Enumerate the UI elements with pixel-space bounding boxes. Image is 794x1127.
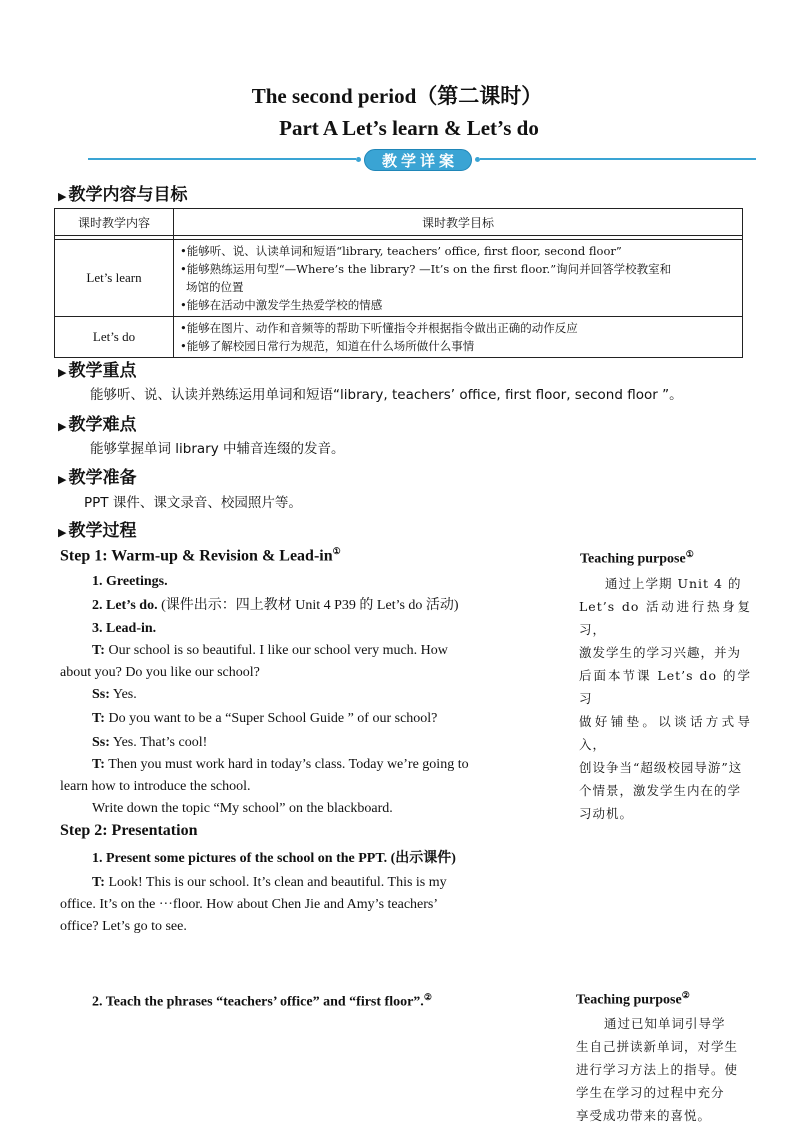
purpose-line: 习动机。	[579, 806, 634, 821]
speaker-label: Ss:	[92, 735, 110, 750]
purpose-line: 学生在学习的过程中充分	[576, 1085, 725, 1100]
footnote-mark: ①	[332, 546, 341, 556]
speaker-label: T:	[92, 875, 105, 890]
purpose-line: 享受成功带来的喜悦。	[576, 1108, 712, 1123]
goal-item: •能够了解校园日常行为规范，知道在什么场所做什么事情	[180, 339, 475, 353]
teaching-purpose-text	[579, 572, 751, 825]
speaker-label: T:	[92, 643, 105, 658]
step1-lead-in: 3. Lead-in.	[92, 621, 157, 636]
section-heading-text: 教学过程	[68, 521, 137, 541]
purpose-line: 激发学生的学习兴趣，并为	[579, 645, 742, 660]
goal-item: •能够在活动中激发学生热爱学校的情感	[180, 298, 383, 312]
triangle-bullet-icon: ▶	[58, 366, 67, 379]
dialogue-text: Our school is so beautiful. I like our school very much. How	[104, 643, 448, 658]
banner-char: 详	[420, 151, 436, 170]
dialogue-line	[60, 684, 528, 706]
section-heading-difficulties	[58, 410, 136, 435]
step2-teach-phrases	[92, 986, 432, 1014]
teaching-purpose-heading-text: Teaching purpose	[576, 992, 682, 1008]
dialogue-text: Yes.	[109, 687, 137, 702]
table-header-content: 课时教学内容	[55, 209, 174, 236]
dialogue-text: Yes. That’s cool!	[109, 735, 208, 750]
difficulties-text: 能够掌握单词 library 中辅音连缀的发音。	[90, 441, 345, 457]
triangle-bullet-icon: ▶	[58, 473, 67, 486]
step2-title: Step 2: Presentation	[60, 822, 198, 839]
banner-char: 案	[439, 151, 455, 170]
section-banner	[356, 148, 480, 172]
step1-body	[60, 571, 528, 820]
banner-char: 学	[400, 151, 416, 170]
banner-dot-right	[475, 157, 480, 162]
dialogue-line: office. It’s on the ···floor. How about Chen Jie and Amy’s teachers’	[60, 897, 439, 912]
goal-item: 场馆的位置	[186, 280, 244, 294]
section-heading-content-goals	[58, 180, 187, 205]
teaching-purpose-heading	[580, 549, 694, 568]
dialogue-text: Do you want to be a “Super School Guide ” of our school?	[104, 711, 438, 726]
row-label: Let’s learn	[55, 240, 174, 317]
triangle-bullet-icon: ▶	[58, 526, 67, 539]
purpose-line: 创设争当“超级校园导游”这	[579, 760, 743, 775]
page-subtitle: Part A Let’s learn & Let’s do	[279, 116, 539, 140]
purpose-line: 通过上学期 Unit 4 的	[605, 576, 742, 591]
table-row	[55, 240, 743, 317]
step1-greetings: 1. Greetings.	[92, 574, 168, 589]
teaching-purpose-heading-text: Teaching purpose	[580, 551, 686, 567]
dialogue-line: about you? Do you like our school?	[60, 665, 260, 680]
banner-dot-left	[356, 157, 361, 162]
triangle-bullet-icon: ▶	[58, 190, 67, 203]
triangle-bullet-icon: ▶	[58, 420, 67, 433]
dialogue-text: Then you must work hard in today’s class. Today we’re going to	[104, 757, 469, 772]
section-heading-process	[58, 516, 136, 541]
banner-char: 教	[381, 151, 397, 170]
step2-body	[60, 848, 528, 938]
step1-title	[60, 546, 341, 565]
dialogue-text: Look! This is our school. It’s clean and beautiful. This is my	[104, 875, 447, 890]
section-heading-text: 教学准备	[68, 468, 137, 488]
footnote-mark: ①	[685, 549, 694, 559]
section-heading-text: 教学难点	[68, 415, 137, 435]
goal-item: •能够听、说、认读单词和短语“library, teachers’ office, first floor, second floor”	[180, 244, 622, 258]
row-label: Let’s do	[55, 317, 174, 358]
dialogue-line	[60, 872, 528, 894]
teaching-purpose-text	[576, 1012, 752, 1127]
step2-present-bold: 1. Present some pictures of the school on the PPT.	[92, 851, 388, 866]
speaker-label: Ss:	[92, 687, 110, 702]
section-heading-preparation	[58, 463, 136, 488]
row-goals	[174, 317, 743, 358]
dialogue-line	[60, 732, 528, 754]
dialogue-line	[60, 754, 528, 776]
section-heading-text: 教学重点	[68, 361, 137, 381]
purpose-line: 生自己拼读新单词，对学生	[576, 1039, 739, 1054]
purpose-line: 通过已知单词引导学	[604, 1016, 726, 1031]
dialogue-line: learn how to introduce the school.	[60, 779, 251, 794]
purpose-line: 个情景，激发学生内在的学	[579, 783, 742, 798]
step1-lets-do	[60, 595, 528, 617]
row-goals	[174, 240, 743, 317]
purpose-line: 进行学习方法上的指导。使	[576, 1062, 739, 1077]
section-heading-text: 教学内容与目标	[68, 185, 188, 205]
purpose-line: 后面本节课 Let’s do 的学习	[579, 668, 751, 706]
footnote-mark: ②	[681, 990, 690, 1000]
section-heading-key-points	[58, 356, 136, 381]
teaching-purpose-heading	[576, 990, 690, 1009]
step2-teach-text: 2. Teach the phrases “teachers’ office” and “first floor”.	[92, 994, 424, 1010]
key-points-text: 能够听、说、认读并熟练运用单词和短语“library, teachers’ office, first floor, second floor ”。	[90, 387, 683, 403]
dialogue-line	[60, 640, 528, 662]
objectives-table	[54, 208, 743, 358]
step2-present-note: (出示课件)	[387, 851, 456, 866]
page-title: The second period（第二课时）	[251, 84, 543, 108]
step1-title-text: Step 1: Warm-up & Revision & Lead-in	[60, 547, 333, 565]
footnote-mark: ②	[423, 992, 432, 1002]
step1-lets-do-note: (课件出示：四上教材 Unit 4 P39 的 Let’s do 活动)	[157, 598, 459, 613]
goal-item: •能够在图片、动作和音频等的帮助下听懂指令并根据指令做出正确的动作反应	[180, 321, 578, 335]
banner-pill	[364, 149, 472, 171]
purpose-line: Let’s do 活动进行热身复习，	[579, 599, 751, 637]
purpose-line: 做好铺垫。以谈话方式导入，	[579, 714, 751, 752]
goal-item: •能够熟练运用句型“—Where’s the library? —It’s on the first floor.”询问并回答学校教室和	[180, 262, 672, 276]
speaker-label: T:	[92, 757, 105, 772]
dialogue-line	[60, 708, 528, 730]
step2-present	[60, 848, 528, 870]
dialogue-line: office? Let’s go to see.	[60, 919, 187, 934]
instruction-line: Write down the topic “My school” on the blackboard.	[92, 801, 393, 816]
table-header-goals: 课时教学目标	[174, 209, 743, 236]
speaker-label: T:	[92, 711, 105, 726]
preparation-text: PPT 课件、课文录音、校园照片等。	[84, 495, 302, 511]
step1-lets-do-bold: 2. Let’s do.	[92, 598, 158, 613]
table-row	[55, 317, 743, 358]
